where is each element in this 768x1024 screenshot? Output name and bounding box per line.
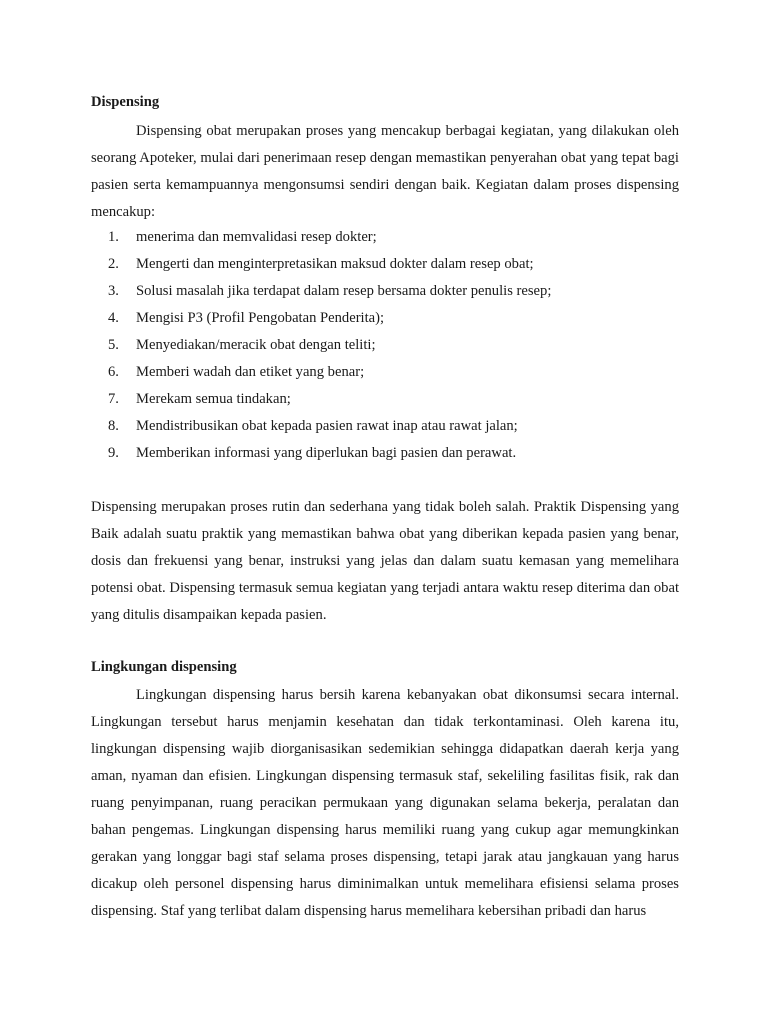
dispensing-activities-list bbox=[108, 227, 551, 470]
list-item: 9. Memberikan informasi yang diperlukan bagi pasien dan perawat. bbox=[108, 445, 517, 461]
dispensing-intro-paragraph: Dispensing obat merupakan proses yang mencakup berbagai kegiatan, yang dilakukan oleh seorang Apoteker, mulai dari penerimaan resep dengan memastikan penyerahan obat yang tepat bagi pasien serta kemampuannya mengonsumsi sendiri dengan baik. Kegiatan dalam proses dispensing mencakup: bbox=[91, 123, 679, 220]
section-title-dispensing: Dispensing bbox=[91, 94, 160, 110]
lingkungan-dispensing-paragraph: Lingkungan dispensing harus bersih karena kebanyakan obat dikonsumsi secara internal. Lingkungan tersebut harus menjamin kesehatan dan tidak terkontaminasi. Oleh karena itu, lingkungan dispensing wajib diorganisasikan sedemikian sehingga didapatkan daerah kerja yang aman, nyaman dan efisien. Lingkungan dispensing termasuk staf, sekeliling fasilitas fisik, rak dan ruang penyimpanan, ruang peracikan permukaan yang digunakan selama bekerja, peralatan dan bahan pengemas. Lingkungan dispensing harus memiliki ruang yang cukup agar memungkinkan gerakan yang longgar bagi staf selama proses dispensing, tetapi jarak atau jangkauan yang harus dicakup oleh personel dispensing harus diminimalkan untuk memelihara efisiensi selama proses dispensing. Staf yang terlibat dalam dispensing harus memelihara kebersihan pribadi dan harus bbox=[91, 687, 679, 919]
list-item: 7. Merekam semua tindakan; bbox=[108, 391, 291, 407]
list-item: 8. Mendistribusikan obat kepada pasien rawat inap atau rawat jalan; bbox=[108, 418, 518, 434]
dispensing-practice-paragraph: Dispensing merupakan proses rutin dan sederhana yang tidak boleh salah. Praktik Dispensing yang Baik adalah suatu praktik yang memastikan bahwa obat yang diberikan kepada pasien yang benar, dosis dan frekuensi yang benar, instruksi yang jelas dan dalam suatu kemasan yang memelihara potensi obat. Dispensing termasuk semua kegiatan yang terjadi antara waktu resep diterima dan obat yang ditulis disampaikan kepada pasien. bbox=[91, 499, 679, 623]
list-item: 5. Menyediakan/meracik obat dengan teliti; bbox=[108, 337, 376, 353]
list-item: 2. Mengerti dan menginterpretasikan maksud dokter dalam resep obat; bbox=[108, 256, 534, 272]
list-item: 1. menerima dan memvalidasi resep dokter; bbox=[108, 229, 377, 245]
list-item: 4. Mengisi P3 (Profil Pengobatan Penderita); bbox=[108, 310, 385, 326]
list-item: 3. Solusi masalah jika terdapat dalam resep bersama dokter penulis resep; bbox=[108, 283, 552, 299]
list-item: 6. Memberi wadah dan etiket yang benar; bbox=[108, 364, 365, 380]
section-title-lingkungan-dispensing: Lingkungan dispensing bbox=[91, 659, 237, 675]
